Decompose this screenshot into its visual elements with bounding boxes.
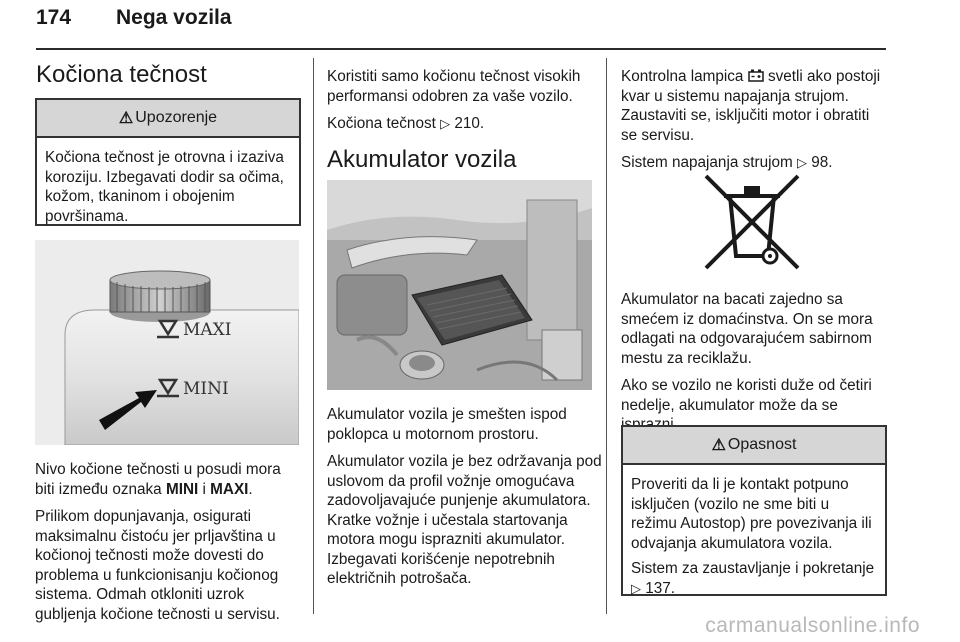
column-3-text — [621, 290, 891, 443]
danger-title: Opasnost — [727, 436, 797, 453]
page-number: 174 — [36, 6, 72, 29]
brake-fluid-reservoir-figure — [35, 240, 299, 445]
column-divider — [606, 58, 607, 614]
watermark: carmanualsonline.info — [705, 614, 920, 637]
reservoir-max-label: MAXI — [183, 320, 232, 340]
crossed-out-bin-symbol — [700, 170, 804, 274]
page-ref-arrow-icon: ▷ — [440, 116, 451, 131]
brake-fluid-level-paragraph: Nivo kočione tečnosti u posudi mora biti između oznaka MINI i MAXI. — [35, 461, 281, 498]
danger-box — [621, 425, 887, 596]
section-heading-battery: Akumulator vozila — [327, 146, 517, 173]
engine-bay-photo — [327, 180, 592, 390]
brake-fluid-spec-paragraph: Koristiti samo kočionu tečnost visokih performansi odobren za vaše vozilo. — [327, 68, 581, 105]
engine-bay-battery-figure — [327, 180, 592, 390]
warning-box-header — [37, 100, 299, 138]
stop-start-reference[interactable]: Sistem za zaustavljanje i pokretanje ▷ 137. — [631, 560, 875, 597]
danger-box-header — [623, 427, 885, 465]
warning-triangle-icon: ⚠ — [711, 437, 726, 454]
column-1-text — [35, 460, 300, 632]
warning-triangle-icon: ⚠ — [118, 110, 134, 127]
battery-location-paragraph: Akumulator vozila je smešten ispod poklopca u motornom prostoru. — [327, 406, 567, 443]
page-ref-arrow-icon: ▷ — [631, 580, 641, 596]
warning-text: Kočiona tečnost je otrovna i izaziva koroziju. Izbegavati dodir sa očima, kožom, tkaninom i obojenim površinama. — [45, 149, 284, 225]
recycling-bin-icon — [700, 170, 804, 274]
discharge-paragraph: Ako se vozilo ne koristi duže od četiri nedelje, akumulator može da se — [621, 377, 872, 414]
warning-lamp-paragraph: Kontrolna lampica svetli ako postoji kvar u sistemu napajanja strujom. Zaustaviti se, isključiti motor i obratiti se servisu. — [621, 68, 881, 144]
danger-text: Proveriti da li je kontakt potpuno isključen (vozilo ne sme biti u režimu Autostop) pre povezivanja ili odvajanja akumulatora vozila. Sistem za zaustavljanje i pokretanje ▷ 137. — [623, 465, 885, 610]
page-ref-arrow-icon: ▷ — [797, 155, 807, 170]
warning-box — [35, 98, 301, 226]
section-title: Nega vozila — [116, 6, 232, 29]
power-system-reference[interactable]: Sistem napajanja strujom ▷ 98. — [621, 154, 833, 171]
column-divider — [313, 58, 314, 614]
reservoir-min-label: MINI — [183, 379, 229, 399]
page-header — [36, 6, 886, 46]
header-rule — [36, 48, 886, 50]
column-3-top-text — [621, 67, 889, 181]
column-2-top-text — [327, 67, 597, 142]
brake-fluid-reference[interactable]: Kočiona tečnost ▷ 210. — [327, 115, 485, 132]
warning-title: Upozorenje — [135, 109, 218, 126]
section-heading-brake-fluid: Kočiona tečnost — [36, 61, 207, 88]
refill-paragraph: Prilikom dopunjavanja, osigurati maksimalnu čistoću jer prljavština u kočionoj tečnosti može dovesti do problema u funkcionisanju kočionog sistema. Odmah otkloniti uzrok gubljenja kočione tečnosti u servisu. — [35, 508, 280, 623]
battery-icon — [748, 69, 764, 82]
column-2-text — [327, 405, 602, 597]
reservoir-illustration — [35, 240, 299, 445]
battery-maintenance-paragraph: Akumulator vozila je bez održavanja pod uslovom da profil vožnje omogućava zadovoljavajuće punjenje akumulatora. Kratke vožnje i učestala startovanja motora mogu isprazniti akumulator. Izbegavati korišćenje nepotrebnih električnih potrošača. — [327, 453, 602, 587]
disposal-paragraph: Akumulator na bacati zajedno sa smećem iz domaćinstva. On se mora odlagati na odgovarajućem sabirnom mestu za reciklažu. — [621, 291, 873, 367]
